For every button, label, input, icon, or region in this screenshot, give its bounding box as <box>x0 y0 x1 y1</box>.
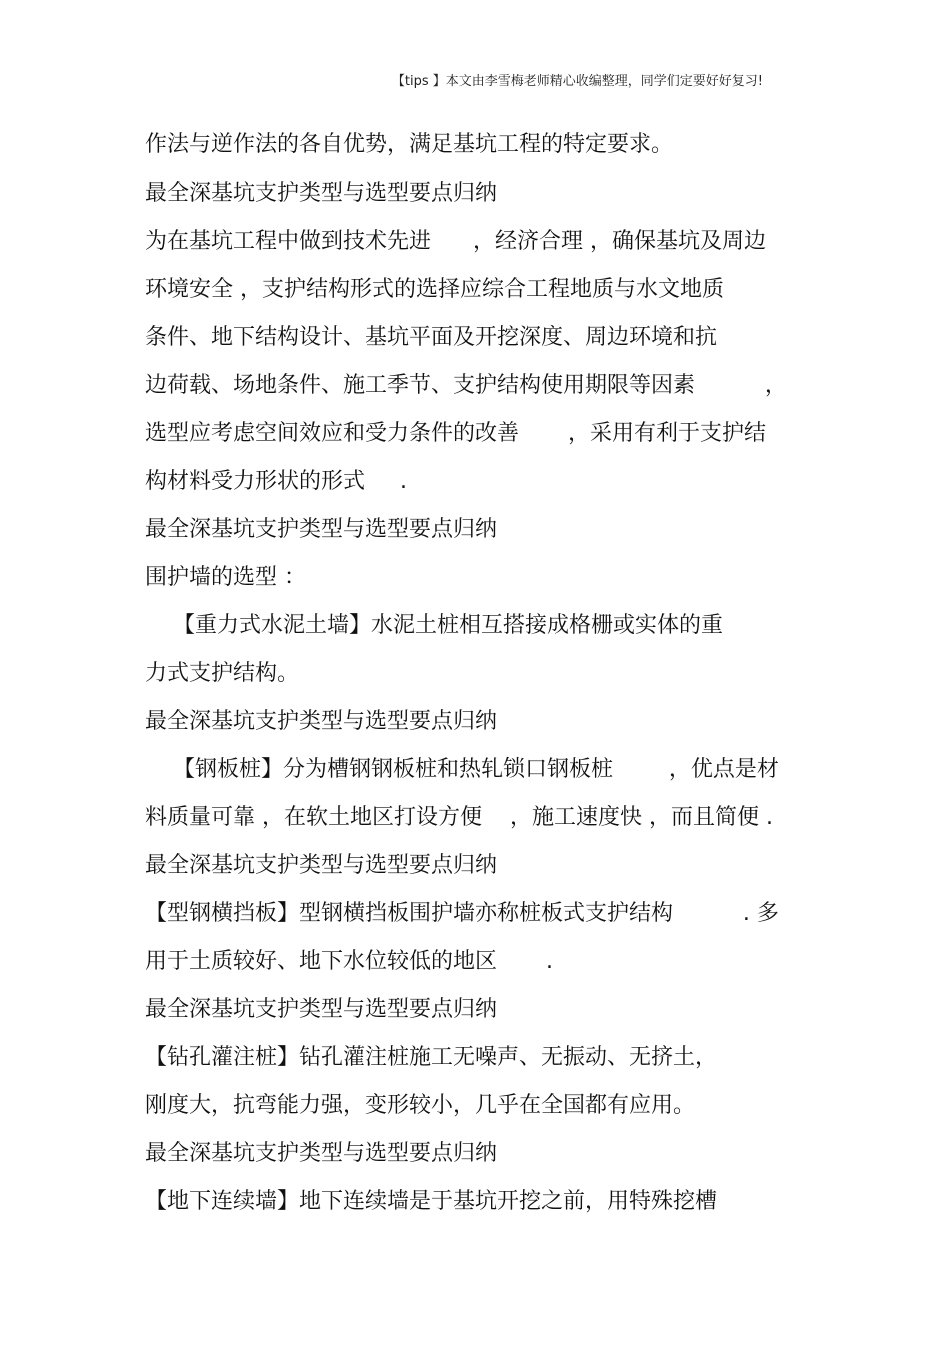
text-line-5: 条件、地下结构设计、基坑平面及开挖深度、周边环境和抗 <box>145 325 718 350</box>
section-heading: 最全深基坑支护类型与选型要点归纳 <box>145 997 498 1022</box>
text-line-21: 刚度大，抗弯能力强，变形较小，几乎在全国都有应用。 <box>145 1093 696 1118</box>
text-line-6: 边荷载、场地条件、施工季节、支护结构使用期限等因素 ， <box>145 373 787 398</box>
section-heading: 最全深基坑支护类型与选型要点归纳 <box>145 517 498 542</box>
text-line-18: 用于土质较好、地下水位较低的地区 . <box>145 949 553 974</box>
text-line-14: 【钢板桩】分为槽钢钢板桩和热轧锁口钢板桩 ，优点是材 <box>145 757 779 782</box>
text-line-17: 【型钢横挡板】型钢横挡板围护墙亦称桩板式支护结构 . 多 <box>145 901 779 926</box>
text-line-3: 为在基坑工程中做到技术先进 ，经济合理 ，确保基坑及周边 <box>145 229 766 254</box>
text-line-20: 【钻孔灌注桩】钻孔灌注桩施工无噪声、无振动、无挤土， <box>145 1045 718 1070</box>
text-line-11: 【重力式水泥土墙】水泥土桩相互搭接成格栅或实体的重 <box>145 613 723 638</box>
text-line-4: 环境安全 ，支护结构形式的选择应综合工程地质与水文地质 <box>145 277 724 302</box>
text-line-8: 构材料受力形状的形式 . <box>145 469 407 494</box>
section-heading: 最全深基坑支护类型与选型要点归纳 <box>145 181 498 206</box>
text-line-12: 力式支护结构。 <box>145 661 300 686</box>
text-line-7: 选型应考虑空间效应和受力条件的改善 ，采用有利于支护结 <box>145 421 766 446</box>
text-line-23: 【地下连续墙】地下连续墙是于基坑开挖之前，用特殊挖槽 <box>145 1189 718 1214</box>
text-line-10: 围护墙的选型 ： <box>145 565 306 590</box>
text-line-1: 作法与逆作法的各自优势，满足基坑工程的特定要求。 <box>145 132 674 157</box>
text-line-15: 料质量可靠 ，在软土地区打设方便 ，施工速度快 ，而且简便 . <box>145 805 773 830</box>
section-heading: 最全深基坑支护类型与选型要点归纳 <box>145 853 498 878</box>
section-heading: 最全深基坑支护类型与选型要点归纳 <box>145 709 498 734</box>
section-heading: 最全深基坑支护类型与选型要点归纳 <box>145 1141 498 1166</box>
header-tip: 【tips 】本文由李雪梅老师精心收编整理，同学们定要好好复习! <box>391 74 763 89</box>
